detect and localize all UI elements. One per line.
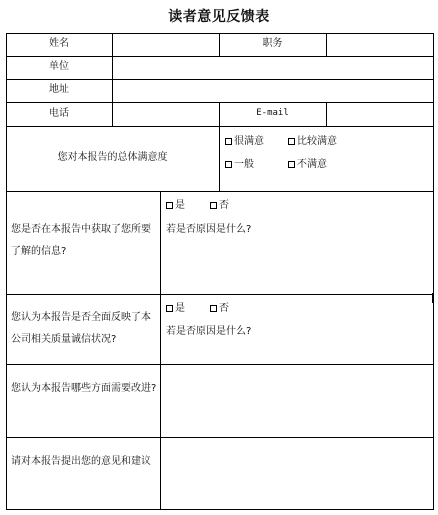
satisfaction-question: 您对本报告的总体满意度	[57, 152, 168, 163]
position-label: 职务	[262, 38, 283, 49]
checkbox-icon	[225, 161, 232, 168]
question-suggestions: 请对本报告提出您的意见和建议	[11, 456, 151, 467]
checkbox-icon	[166, 305, 173, 312]
checkbox-icon	[288, 161, 295, 168]
option-unsatisfied[interactable]: 不满意	[288, 155, 327, 170]
checkbox-icon	[288, 138, 295, 145]
option-yes[interactable]: 是	[166, 196, 185, 211]
text-cursor	[432, 293, 434, 303]
checkbox-icon	[210, 202, 217, 209]
followup-reason: 若是否原因是什么?	[166, 224, 252, 235]
option-average[interactable]: 一般	[225, 155, 254, 170]
answer-field[interactable]	[161, 236, 433, 293]
question-info-obtained: 您是否在本报告中获取了您所要了解的信息?	[11, 224, 151, 257]
followup-reason: 若是否原因是什么?	[166, 326, 252, 337]
position-field[interactable]	[327, 34, 433, 56]
form-title: 读者意见反馈表	[168, 9, 270, 25]
address-label: 地址	[49, 84, 69, 95]
address-field[interactable]	[113, 80, 433, 102]
email-label: E-mail	[256, 108, 289, 118]
answer-field[interactable]	[161, 365, 433, 437]
question-quality-reflection: 您认为本报告是否全面反映了本公司相关质量诚信状况?	[11, 312, 151, 345]
checkbox-icon	[210, 305, 217, 312]
email-field[interactable]	[327, 103, 433, 126]
phone-field[interactable]	[113, 103, 219, 126]
option-very-satisfied[interactable]: 很满意	[225, 132, 264, 147]
checkbox-icon	[166, 202, 173, 209]
unit-label: 单位	[49, 61, 69, 72]
question-improvements: 您认为本报告哪些方面需要改进?	[11, 383, 157, 394]
checkbox-icon	[225, 138, 232, 145]
phone-label: 电话	[49, 108, 69, 119]
option-yes[interactable]: 是	[166, 299, 185, 314]
answer-field[interactable]	[161, 338, 433, 363]
option-fairly-satisfied[interactable]: 比较满意	[288, 132, 337, 147]
unit-field[interactable]	[113, 57, 433, 79]
option-no[interactable]: 否	[210, 196, 229, 211]
name-field[interactable]	[113, 34, 219, 56]
option-no[interactable]: 否	[210, 299, 229, 314]
name-label: 姓名	[49, 38, 69, 49]
answer-field[interactable]	[161, 438, 433, 509]
